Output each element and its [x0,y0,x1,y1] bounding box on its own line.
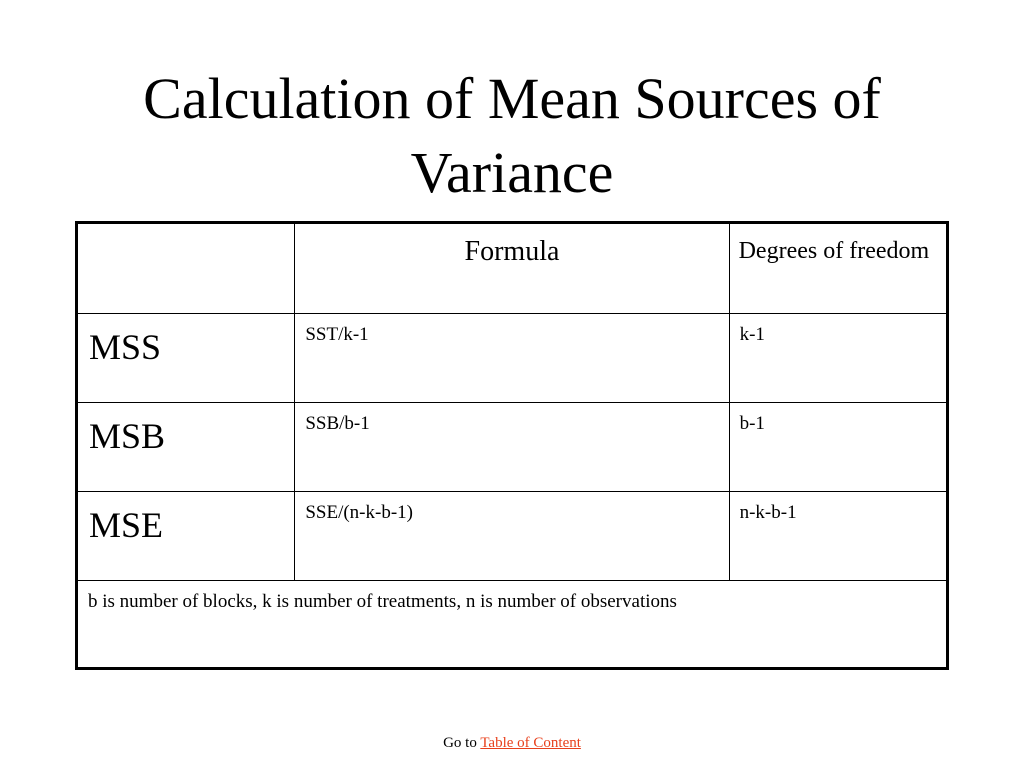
header-cell-empty [77,223,295,314]
formula-cell-msb: SSB/b-1 [295,403,729,492]
slide-title-line-2: Variance [410,140,614,205]
row-label-mss: MSS [77,314,295,403]
table-row [77,492,948,581]
dof-cell-msb: b-1 [729,403,947,492]
footer-prefix: Go to [443,735,477,751]
table-of-content-link[interactable]: Table of Content [480,735,581,751]
slide-title [0,62,1024,210]
table-row [77,314,948,403]
slide-title-line-1: Calculation of Mean Sources of [143,66,881,131]
footer-navigation [0,735,1024,752]
row-label-mse: MSE [77,492,295,581]
table-note-row [77,581,948,669]
table-header-row [77,223,948,314]
header-cell-formula: Formula [295,223,729,314]
formula-cell-mss: SST/k-1 [295,314,729,403]
header-cell-degrees-of-freedom: Degrees of freedom [729,223,947,314]
variance-table [75,221,949,670]
table-note: b is number of blocks, k is number of treatments, n is number of observations [77,581,948,669]
formula-cell-mse: SSE/(n-k-b-1) [295,492,729,581]
dof-cell-mss: k-1 [729,314,947,403]
table-row [77,403,948,492]
row-label-msb: MSB [77,403,295,492]
dof-cell-mse: n-k-b-1 [729,492,947,581]
